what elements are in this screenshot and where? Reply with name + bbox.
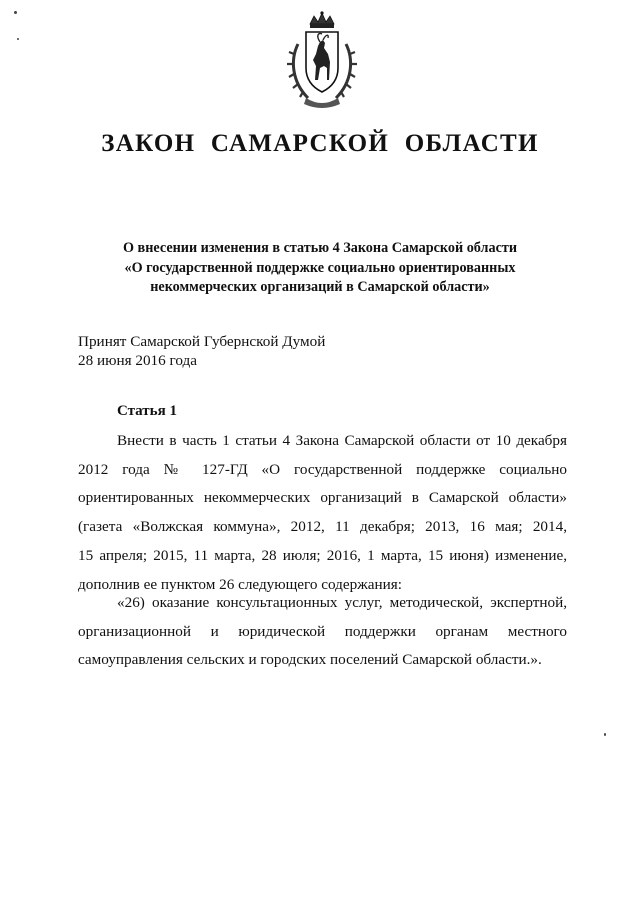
subtitle-line: «О государственной поддержке социально ориентированных <box>124 259 516 276</box>
article-paragraph-1 <box>78 427 567 599</box>
adoption-note <box>78 332 325 370</box>
subtitle-line: О внесении изменения в статью 4 Закона Самарской области <box>122 240 518 256</box>
adoption-line: Принят Самарской Губернской Думой <box>78 333 326 350</box>
law-subtitle <box>70 239 570 298</box>
article-title: Статья 1 <box>117 403 177 419</box>
paragraph-line: организационной и юридической поддержки органам местного <box>78 622 567 640</box>
subtitle-line: некоммерческих организаций в Самарской области» <box>150 279 490 295</box>
paragraph-line: дополнив ее пунктом 26 следующего содержания: <box>78 575 402 593</box>
coat-of-arms-icon <box>282 10 362 110</box>
scan-speck <box>14 11 17 14</box>
paragraph-line: самоуправления сельских и городских поселений Самарской области.». <box>78 651 542 669</box>
document-heading: ЗАКОН САМАРСКОЙ ОБЛАСТИ <box>101 130 539 157</box>
paragraph-line: Внести в часть 1 статьи 4 Закона Самарской области от 10 декабря <box>117 432 567 449</box>
paragraph-line: «26) оказание консультационных услуг, методической, экспертной, <box>117 594 567 611</box>
scan-speck <box>17 38 19 40</box>
paragraph-line: (газета «Волжская коммуна», 2012, 11 декабря; 2013, 16 мая; 2014, <box>78 518 567 536</box>
paragraph-line: 2012 года № 127-ГД «О государственной поддержке социально <box>78 460 567 478</box>
paragraph-line: ориентированных некоммерческих организаций в Самарской области» <box>78 489 567 507</box>
scan-speck <box>604 733 606 736</box>
article-paragraph-2 <box>78 589 567 675</box>
adoption-date: 28 июня 2016 года <box>78 352 198 369</box>
paragraph-line: 15 апреля; 2015, 11 марта, 28 июля; 2016, 1 марта, 15 июня) изменение, <box>78 546 567 564</box>
